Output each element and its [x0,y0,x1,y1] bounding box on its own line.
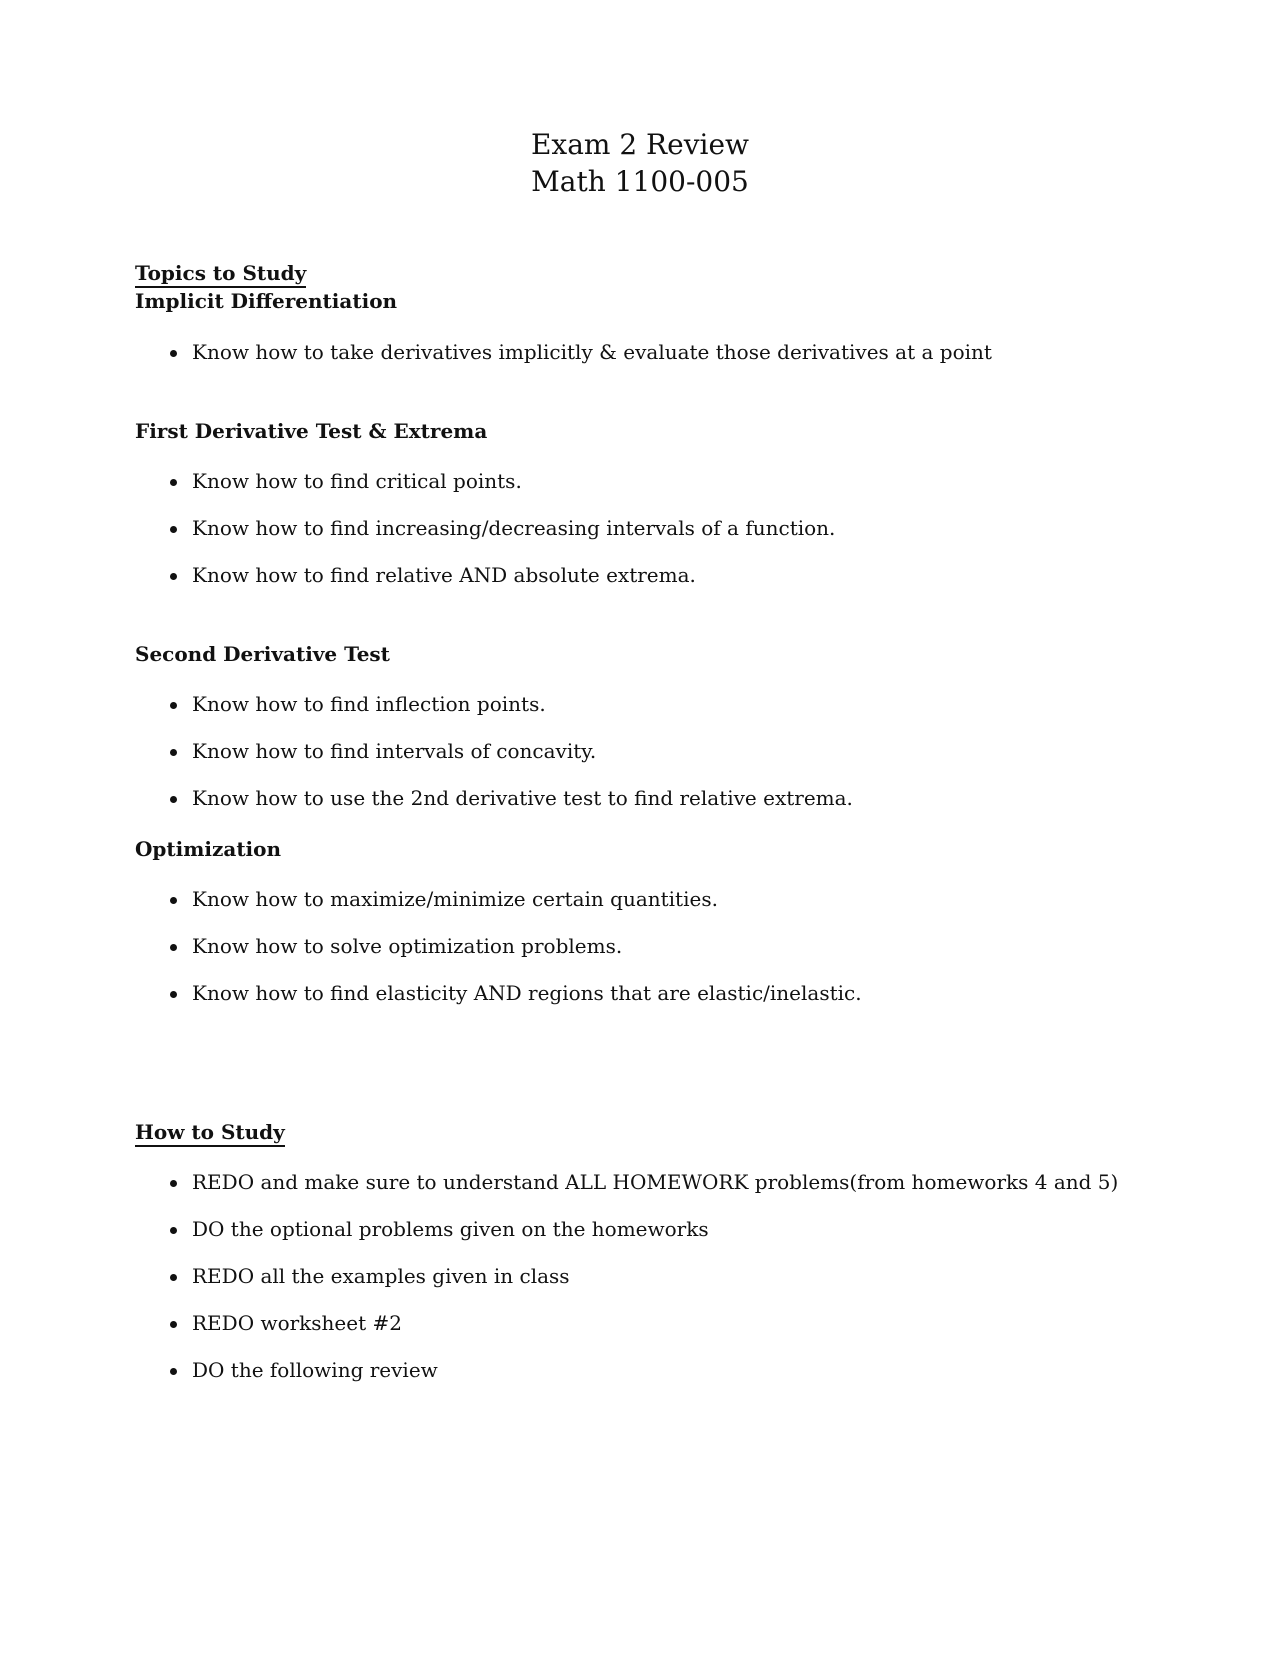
topics-heading [135,261,306,285]
list-item [167,934,862,958]
implicit-differentiation-list [167,340,992,364]
list-item [167,1311,1118,1335]
list-item [167,1264,1118,1288]
list-item-text: Know how to find increasing/decreasing intervals of a function. [192,516,836,540]
list-item [167,739,853,763]
course-name: Math 1100-005 [531,165,749,198]
bullet-icon [170,1227,177,1234]
list-item-text: Know how to find elasticity AND regions that are elastic/inelastic. [192,981,862,1005]
list-item-text: REDO all the examples given in class [192,1264,570,1288]
bullet-icon [170,749,177,756]
bullet-icon [170,350,177,357]
section-title-second-derivative-test: Second Derivative Test [135,642,390,666]
list-item-text: Know how to find inflection points. [192,692,546,716]
list-item [167,981,862,1005]
section-title-first-derivative-test: First Derivative Test & Extrema [135,419,488,443]
list-item-text: Know how to find relative AND absolute extrema. [192,563,696,587]
list-item [167,1358,1118,1382]
bullet-icon [170,944,177,951]
list-item-text: Know how to solve optimization problems. [192,934,623,958]
bullet-icon [170,991,177,998]
list-item [167,692,853,716]
document-header [0,126,1280,200]
list-item-text: DO the optional problems given on the homeworks [192,1217,709,1241]
list-item [167,1170,1118,1194]
list-item [167,1217,1118,1241]
list-item-text: REDO and make sure to understand ALL HOMEWORK problems(from homeworks 4 and 5) [192,1170,1119,1194]
first-derivative-list [167,469,835,587]
list-item-text: Know how to maximize/minimize certain quantities. [192,887,718,911]
list-item-text: Know how to use the 2nd derivative test to find relative extrema. [192,786,853,810]
bullet-icon [170,1180,177,1187]
section-title-implicit-differentiation: Implicit Differentiation [135,289,398,313]
study-heading-text: How to Study [135,1120,285,1147]
section-title-optimization: Optimization [135,837,282,861]
list-item [167,887,862,911]
bullet-icon [170,573,177,580]
list-item-text: Know how to take derivatives implicitly & evaluate those derivatives at a point [192,340,992,364]
list-item [167,563,835,587]
topics-heading-text: Topics to Study [135,261,306,288]
list-item-text: Know how to find intervals of concavity. [192,739,597,763]
document-title: Exam 2 Review [530,128,750,161]
list-item-text: REDO worksheet #2 [192,1311,402,1335]
list-item-text: DO the following review [192,1358,438,1382]
bullet-icon [170,479,177,486]
list-item-text: Know how to find critical points. [192,469,522,493]
bullet-icon [170,702,177,709]
list-item [167,516,835,540]
second-derivative-list [167,692,853,810]
study-heading [135,1120,285,1144]
bullet-icon [170,796,177,803]
list-item [167,469,835,493]
study-list [167,1170,1118,1382]
bullet-icon [170,526,177,533]
bullet-icon [170,1368,177,1375]
list-item [167,786,853,810]
optimization-list [167,887,862,1005]
list-item [167,340,992,364]
bullet-icon [170,1274,177,1281]
bullet-icon [170,897,177,904]
bullet-icon [170,1321,177,1328]
